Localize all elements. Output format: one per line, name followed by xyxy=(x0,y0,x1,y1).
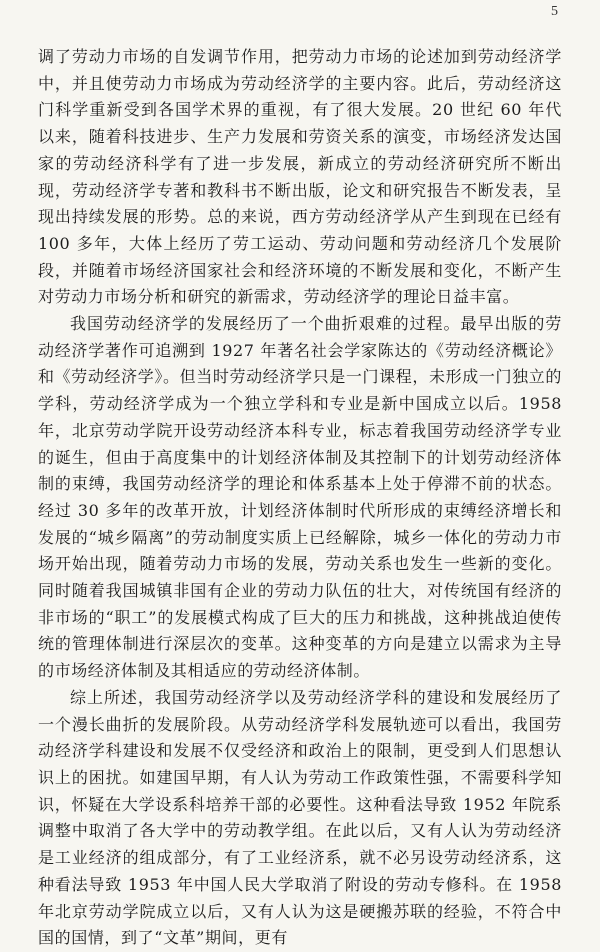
paragraph-continued: 调了劳动力市场的自发调节作用，把劳动力市场的论述加到劳动经济学中，并且使劳动力市场成为劳动经济学的主要内容。此后，劳动经济这门科学重新受到各国学术界的重视，有了很大发展。20 世纪 60 年代以来，随着科技进步、生产力发展和劳资关系的演变，市场经济发达国家的劳动经济科学有了进一步发展，新成立的劳动经济研究所不断出现，劳动经济学专著和教科书不断出版，论文和研究报告不断发表，呈现出持续发展的形势。总的来说，西方劳动经济学从产生到现在已经有 100 多年，大体上经历了劳工运动、劳动问题和劳动经济几个发展阶段，并随着市场经济国家社会和经济环境的不断发展和变化，不断产生对劳动力市场分析和研究的新需求，劳动经济学的理论日益丰富。 xyxy=(38,47,562,307)
paragraph-china-history: 我国劳动经济学的发展经历了一个曲折艰难的过程。最早出版的劳动经济学著作可追溯到 1927 年著名社会学家陈达的《劳动经济概论》和《劳动经济学》。但当时劳动经济学只是一门课程，未形成一门独立的学科，劳动经济学成为一个独立学科和专业是新中国成立以后。1958 年，北京劳动学院开设劳动经济本科专业，标志着我国劳动经济学专业的诞生，但由于高度集中的计划经济体制及其控制下的计划劳动经济体制的束缚，我国劳动经济学的理论和体系基本上处于停滞不前的状态。经过 30 多年的改革开放，计划经济体制时代所形成的束缚经济增长和发展的“城乡隔离”的劳动制度实质上已经解除，城乡一体化的劳动力市场开始出现，随着劳动力市场的发展，劳动关系也发生一些新的变化。同时随着我国城镇非国有企业的劳动力队伍的壮大，对传统国有经济的非市场的“职工”的发展模式构成了巨大的压力和挑战，这种挑战迫使传统的管理体制进行深层次的变革。这种变革的方向是建立以需求为主导的市场经济体制及其相适应的劳动经济体制。 xyxy=(38,314,562,681)
paragraph-summary: 综上所述，我国劳动经济学以及劳动经济学科的建设和发展经历了一个漫长曲折的发展阶段。从劳动经济学科发展轨迹可以看出，我国劳动经济学科建设和发展不仅受经济和政治上的限制，更受到人们思想认识上的困扰。如建国早期，有人认为劳动工作政策性强，不需要科学知识，怀疑在大学设系科培养干部的必要性。这种看法导致 1952 年院系调整中取消了各大学中的劳动教学组。在此以后，又有人认为劳动经济是工业经济的组成部分，有了工业经济系，就不必另设劳动经济系，这种看法导致 1953 年中国人民大学取消了附设的劳动专修科。在 1958 年北京劳动学院成立以后，又有人认为这是硬搬苏联的经验，不符合中国的国情，到了“文革”期间，更有 xyxy=(38,687,562,948)
page-number: 5 xyxy=(551,4,558,19)
body-text xyxy=(38,44,562,948)
